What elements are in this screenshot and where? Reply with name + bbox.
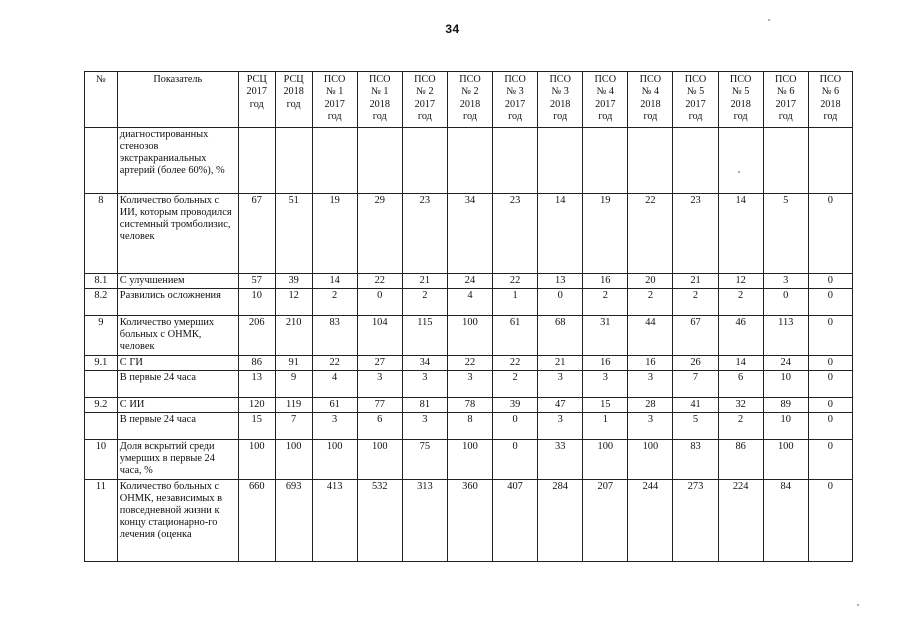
value-cell: [402, 128, 447, 194]
table-row: [85, 371, 853, 398]
value-cell: [312, 128, 357, 194]
column-header-line: ПСО: [323, 74, 346, 85]
column-header-line: 2018: [459, 98, 481, 110]
value-cell: 532: [357, 480, 402, 562]
column-header-line: № 4: [596, 86, 614, 98]
column-header-line: 2018: [283, 86, 304, 98]
column-header-line: 2018: [820, 98, 841, 110]
value-cell: [357, 128, 402, 194]
value-cell: 14: [718, 194, 763, 274]
row-number: 8.1: [85, 274, 118, 289]
value-cell: 100: [275, 440, 312, 480]
value-cell: 20: [628, 274, 673, 289]
column-header-line: ПСО: [369, 74, 391, 85]
value-cell: 119: [275, 398, 312, 413]
value-cell: 0: [808, 356, 852, 371]
column-header-line: ПСО: [639, 74, 662, 85]
indicator-label: диагностированных стенозов экстракраниальных артерий (более 60%), %: [117, 128, 238, 194]
column-header-line: № 4: [641, 86, 660, 98]
scan-speck: [768, 19, 770, 21]
column-header-line: №: [96, 74, 106, 85]
value-cell: 3: [447, 371, 492, 398]
value-cell: 10: [763, 413, 808, 440]
column-header-line: ПСО: [594, 74, 617, 85]
value-cell: 51: [275, 194, 312, 274]
value-cell: 22: [447, 356, 492, 371]
value-cell: 41: [673, 398, 718, 413]
value-cell: 16: [628, 356, 673, 371]
column-header-line: год: [249, 98, 264, 110]
value-cell: 360: [447, 480, 492, 562]
column-header-line: № 3: [506, 86, 524, 98]
column-header-line: № 2: [461, 86, 479, 98]
value-cell: 10: [238, 289, 275, 316]
value-cell: 413: [312, 480, 357, 562]
column-header: [402, 72, 447, 128]
row-number: 8: [85, 194, 118, 274]
column-header: [117, 72, 238, 128]
value-cell: 81: [402, 398, 447, 413]
value-cell: 28: [628, 398, 673, 413]
value-cell: [628, 128, 673, 194]
value-cell: 6: [718, 371, 763, 398]
indicator-label: Развились осложнения: [117, 289, 238, 316]
value-cell: 210: [275, 316, 312, 356]
indicator-label: С улучшением: [117, 274, 238, 289]
row-number: 9: [85, 316, 118, 356]
column-header-line: № 1: [325, 86, 344, 98]
column-header: [275, 72, 312, 128]
value-cell: [447, 128, 492, 194]
table-row: [85, 289, 853, 316]
row-number: [85, 371, 118, 398]
column-header: [447, 72, 492, 128]
value-cell: 7: [673, 371, 718, 398]
value-cell: 3: [538, 371, 583, 398]
column-header-line: год: [688, 110, 703, 122]
column-header-line: № 6: [821, 86, 840, 98]
column-header-line: РСЦ: [246, 74, 267, 85]
value-cell: 39: [493, 398, 538, 413]
column-header-line: ПСО: [549, 74, 571, 85]
column-header-line: ПСО: [459, 74, 481, 85]
row-number: 8.2: [85, 289, 118, 316]
value-cell: 0: [808, 398, 852, 413]
table-row: [85, 480, 853, 562]
value-cell: 3: [763, 274, 808, 289]
value-cell: 693: [275, 480, 312, 562]
column-header: [628, 72, 673, 128]
value-cell: 13: [238, 371, 275, 398]
value-cell: 313: [402, 480, 447, 562]
value-cell: 57: [238, 274, 275, 289]
column-header: [312, 72, 357, 128]
column-header-line: 2017: [414, 98, 436, 110]
value-cell: 24: [447, 274, 492, 289]
value-cell: 23: [673, 194, 718, 274]
value-cell: 1: [583, 413, 628, 440]
value-cell: 31: [583, 316, 628, 356]
column-header-line: Показатель: [153, 74, 203, 85]
row-number: [85, 413, 118, 440]
value-cell: 104: [357, 316, 402, 356]
value-cell: 3: [402, 413, 447, 440]
table-row: [85, 413, 853, 440]
value-cell: 91: [275, 356, 312, 371]
value-cell: 7: [275, 413, 312, 440]
indicator-label: Количество больных с ИИ, которым проводился системный тромболизис, человек: [117, 194, 238, 274]
value-cell: 0: [808, 413, 852, 440]
column-header-line: 2018: [550, 98, 571, 110]
row-number: 11: [85, 480, 118, 562]
value-cell: 407: [493, 480, 538, 562]
value-cell: 0: [808, 289, 852, 316]
column-header-line: год: [372, 110, 387, 122]
column-header-line: № 5: [731, 86, 750, 98]
value-cell: 86: [238, 356, 275, 371]
column-header: [493, 72, 538, 128]
value-cell: 100: [312, 440, 357, 480]
value-cell: 44: [628, 316, 673, 356]
value-cell: 2: [312, 289, 357, 316]
column-header-line: год: [286, 98, 301, 110]
value-cell: 4: [447, 289, 492, 316]
column-header-line: № 2: [416, 86, 434, 98]
value-cell: [673, 128, 718, 194]
row-number: 9.2: [85, 398, 118, 413]
value-cell: 6: [357, 413, 402, 440]
column-header-line: ПСО: [774, 74, 797, 85]
table-row: [85, 316, 853, 356]
value-cell: 0: [763, 289, 808, 316]
value-cell: 2: [628, 289, 673, 316]
value-cell: [493, 128, 538, 194]
indicator-label: В первые 24 часа: [117, 371, 238, 398]
value-cell: 0: [808, 371, 852, 398]
column-header-line: год: [553, 110, 568, 122]
value-cell: 33: [538, 440, 583, 480]
value-cell: [238, 128, 275, 194]
value-cell: 3: [628, 413, 673, 440]
row-number: 10: [85, 440, 118, 480]
value-cell: 3: [312, 413, 357, 440]
value-cell: 0: [808, 274, 852, 289]
value-cell: 15: [583, 398, 628, 413]
value-cell: 2: [583, 289, 628, 316]
column-header-line: ПСО: [684, 74, 707, 85]
value-cell: 22: [493, 356, 538, 371]
value-cell: 34: [447, 194, 492, 274]
table-row: [85, 398, 853, 413]
column-header: [538, 72, 583, 128]
value-cell: 0: [808, 194, 852, 274]
value-cell: 1: [493, 289, 538, 316]
value-cell: 22: [312, 356, 357, 371]
column-header-line: год: [417, 110, 432, 122]
value-cell: 16: [583, 274, 628, 289]
value-cell: 9: [275, 371, 312, 398]
value-cell: [763, 128, 808, 194]
value-cell: 19: [583, 194, 628, 274]
value-cell: 75: [402, 440, 447, 480]
column-header-line: 2018: [369, 98, 390, 110]
column-header: [357, 72, 402, 128]
value-cell: 2: [402, 289, 447, 316]
value-cell: 22: [357, 274, 402, 289]
value-cell: 47: [538, 398, 583, 413]
table-header-row: [85, 72, 853, 128]
value-cell: 83: [312, 316, 357, 356]
value-cell: 14: [718, 356, 763, 371]
column-header-line: 2017: [324, 98, 345, 110]
value-cell: 16: [583, 356, 628, 371]
value-cell: 89: [763, 398, 808, 413]
value-cell: 8: [447, 413, 492, 440]
value-cell: 113: [763, 316, 808, 356]
value-cell: [583, 128, 628, 194]
value-cell: 0: [357, 289, 402, 316]
column-header-line: год: [733, 110, 748, 122]
column-header: [763, 72, 808, 128]
column-header-line: год: [643, 110, 658, 122]
value-cell: 14: [312, 274, 357, 289]
value-cell: 3: [628, 371, 673, 398]
scan-speck: [738, 171, 740, 173]
value-cell: 24: [763, 356, 808, 371]
value-cell: 3: [402, 371, 447, 398]
column-header-line: ПСО: [504, 74, 526, 85]
value-cell: 23: [402, 194, 447, 274]
value-cell: 0: [808, 440, 852, 480]
value-cell: 5: [763, 194, 808, 274]
value-cell: 100: [357, 440, 402, 480]
value-cell: 100: [628, 440, 673, 480]
column-header-line: 2017: [775, 98, 796, 110]
column-header-line: год: [463, 110, 477, 122]
value-cell: 29: [357, 194, 402, 274]
indicator-label: Доля вскрытий среди умерших в первые 24 часа, %: [117, 440, 238, 480]
column-header: [808, 72, 852, 128]
value-cell: 21: [673, 274, 718, 289]
value-cell: 86: [718, 440, 763, 480]
value-cell: 3: [583, 371, 628, 398]
value-cell: 0: [808, 480, 852, 562]
value-cell: 10: [763, 371, 808, 398]
indicator-label: С ИИ: [117, 398, 238, 413]
value-cell: 207: [583, 480, 628, 562]
value-cell: 21: [538, 356, 583, 371]
value-cell: [275, 128, 312, 194]
column-header-line: № 6: [777, 86, 795, 98]
value-cell: 3: [538, 413, 583, 440]
value-cell: 5: [673, 413, 718, 440]
value-cell: 100: [447, 440, 492, 480]
column-header-line: 2017: [595, 98, 616, 110]
value-cell: 22: [493, 274, 538, 289]
value-cell: 206: [238, 316, 275, 356]
value-cell: 660: [238, 480, 275, 562]
value-cell: 12: [275, 289, 312, 316]
value-cell: 78: [447, 398, 492, 413]
row-number: 9.1: [85, 356, 118, 371]
value-cell: 12: [718, 274, 763, 289]
column-header-line: ПСО: [414, 74, 436, 85]
column-header: [673, 72, 718, 128]
value-cell: 115: [402, 316, 447, 356]
column-header-line: год: [508, 110, 523, 122]
indicator-label: Количество умерших больных с ОНМК, человек: [117, 316, 238, 356]
scan-speck: [857, 604, 859, 606]
column-header-line: № 1: [371, 86, 389, 98]
value-cell: 46: [718, 316, 763, 356]
indicator-label: В первые 24 часа: [117, 413, 238, 440]
value-cell: 3: [357, 371, 402, 398]
value-cell: 61: [493, 316, 538, 356]
column-header-line: № 5: [686, 86, 705, 98]
column-header-line: год: [778, 110, 793, 122]
column-header-line: ПСО: [729, 74, 752, 85]
value-cell: 100: [238, 440, 275, 480]
value-cell: [538, 128, 583, 194]
column-header-line: 2017: [685, 98, 706, 110]
column-header: [583, 72, 628, 128]
indicator-label: Количество больных с ОНМК, независимых в повседневной жизни к концу стационарно-го лечения (оценка: [117, 480, 238, 562]
value-cell: 67: [238, 194, 275, 274]
column-header: [718, 72, 763, 128]
column-header: [238, 72, 275, 128]
value-cell: 0: [538, 289, 583, 316]
indicators-table: [84, 71, 853, 562]
value-cell: 15: [238, 413, 275, 440]
value-cell: [808, 128, 852, 194]
value-cell: 100: [583, 440, 628, 480]
value-cell: 68: [538, 316, 583, 356]
value-cell: 39: [275, 274, 312, 289]
column-header-line: ПСО: [819, 74, 842, 85]
column-header-line: год: [598, 110, 613, 122]
row-number: [85, 128, 118, 194]
column-header: [85, 72, 118, 128]
value-cell: 19: [312, 194, 357, 274]
value-cell: 21: [402, 274, 447, 289]
value-cell: 244: [628, 480, 673, 562]
value-cell: 224: [718, 480, 763, 562]
value-cell: 2: [493, 371, 538, 398]
value-cell: [718, 128, 763, 194]
column-header-line: 2018: [730, 98, 751, 110]
value-cell: 120: [238, 398, 275, 413]
value-cell: 14: [538, 194, 583, 274]
table-row: [85, 356, 853, 371]
column-header-line: 2017: [246, 86, 267, 98]
column-header-line: 2017: [504, 98, 526, 110]
table-row: [85, 274, 853, 289]
column-header-line: год: [823, 110, 838, 122]
value-cell: 13: [538, 274, 583, 289]
value-cell: 4: [312, 371, 357, 398]
indicator-label: С ГИ: [117, 356, 238, 371]
value-cell: 67: [673, 316, 718, 356]
column-header-line: № 3: [551, 86, 569, 98]
value-cell: 0: [493, 440, 538, 480]
value-cell: 27: [357, 356, 402, 371]
value-cell: 32: [718, 398, 763, 413]
value-cell: 2: [718, 413, 763, 440]
value-cell: 2: [673, 289, 718, 316]
value-cell: 2: [718, 289, 763, 316]
value-cell: 26: [673, 356, 718, 371]
value-cell: 22: [628, 194, 673, 274]
column-header-line: РСЦ: [283, 74, 304, 85]
value-cell: 100: [447, 316, 492, 356]
table-row: [85, 440, 853, 480]
value-cell: 84: [763, 480, 808, 562]
value-cell: 61: [312, 398, 357, 413]
value-cell: 0: [808, 316, 852, 356]
column-header-line: год: [327, 110, 342, 122]
value-cell: 83: [673, 440, 718, 480]
value-cell: 34: [402, 356, 447, 371]
value-cell: 100: [763, 440, 808, 480]
value-cell: 284: [538, 480, 583, 562]
table-row: [85, 194, 853, 274]
column-header-line: 2018: [640, 98, 661, 110]
value-cell: 273: [673, 480, 718, 562]
page-number: 34: [445, 22, 460, 36]
value-cell: 23: [493, 194, 538, 274]
table-row: [85, 128, 853, 194]
value-cell: 77: [357, 398, 402, 413]
value-cell: 0: [493, 413, 538, 440]
